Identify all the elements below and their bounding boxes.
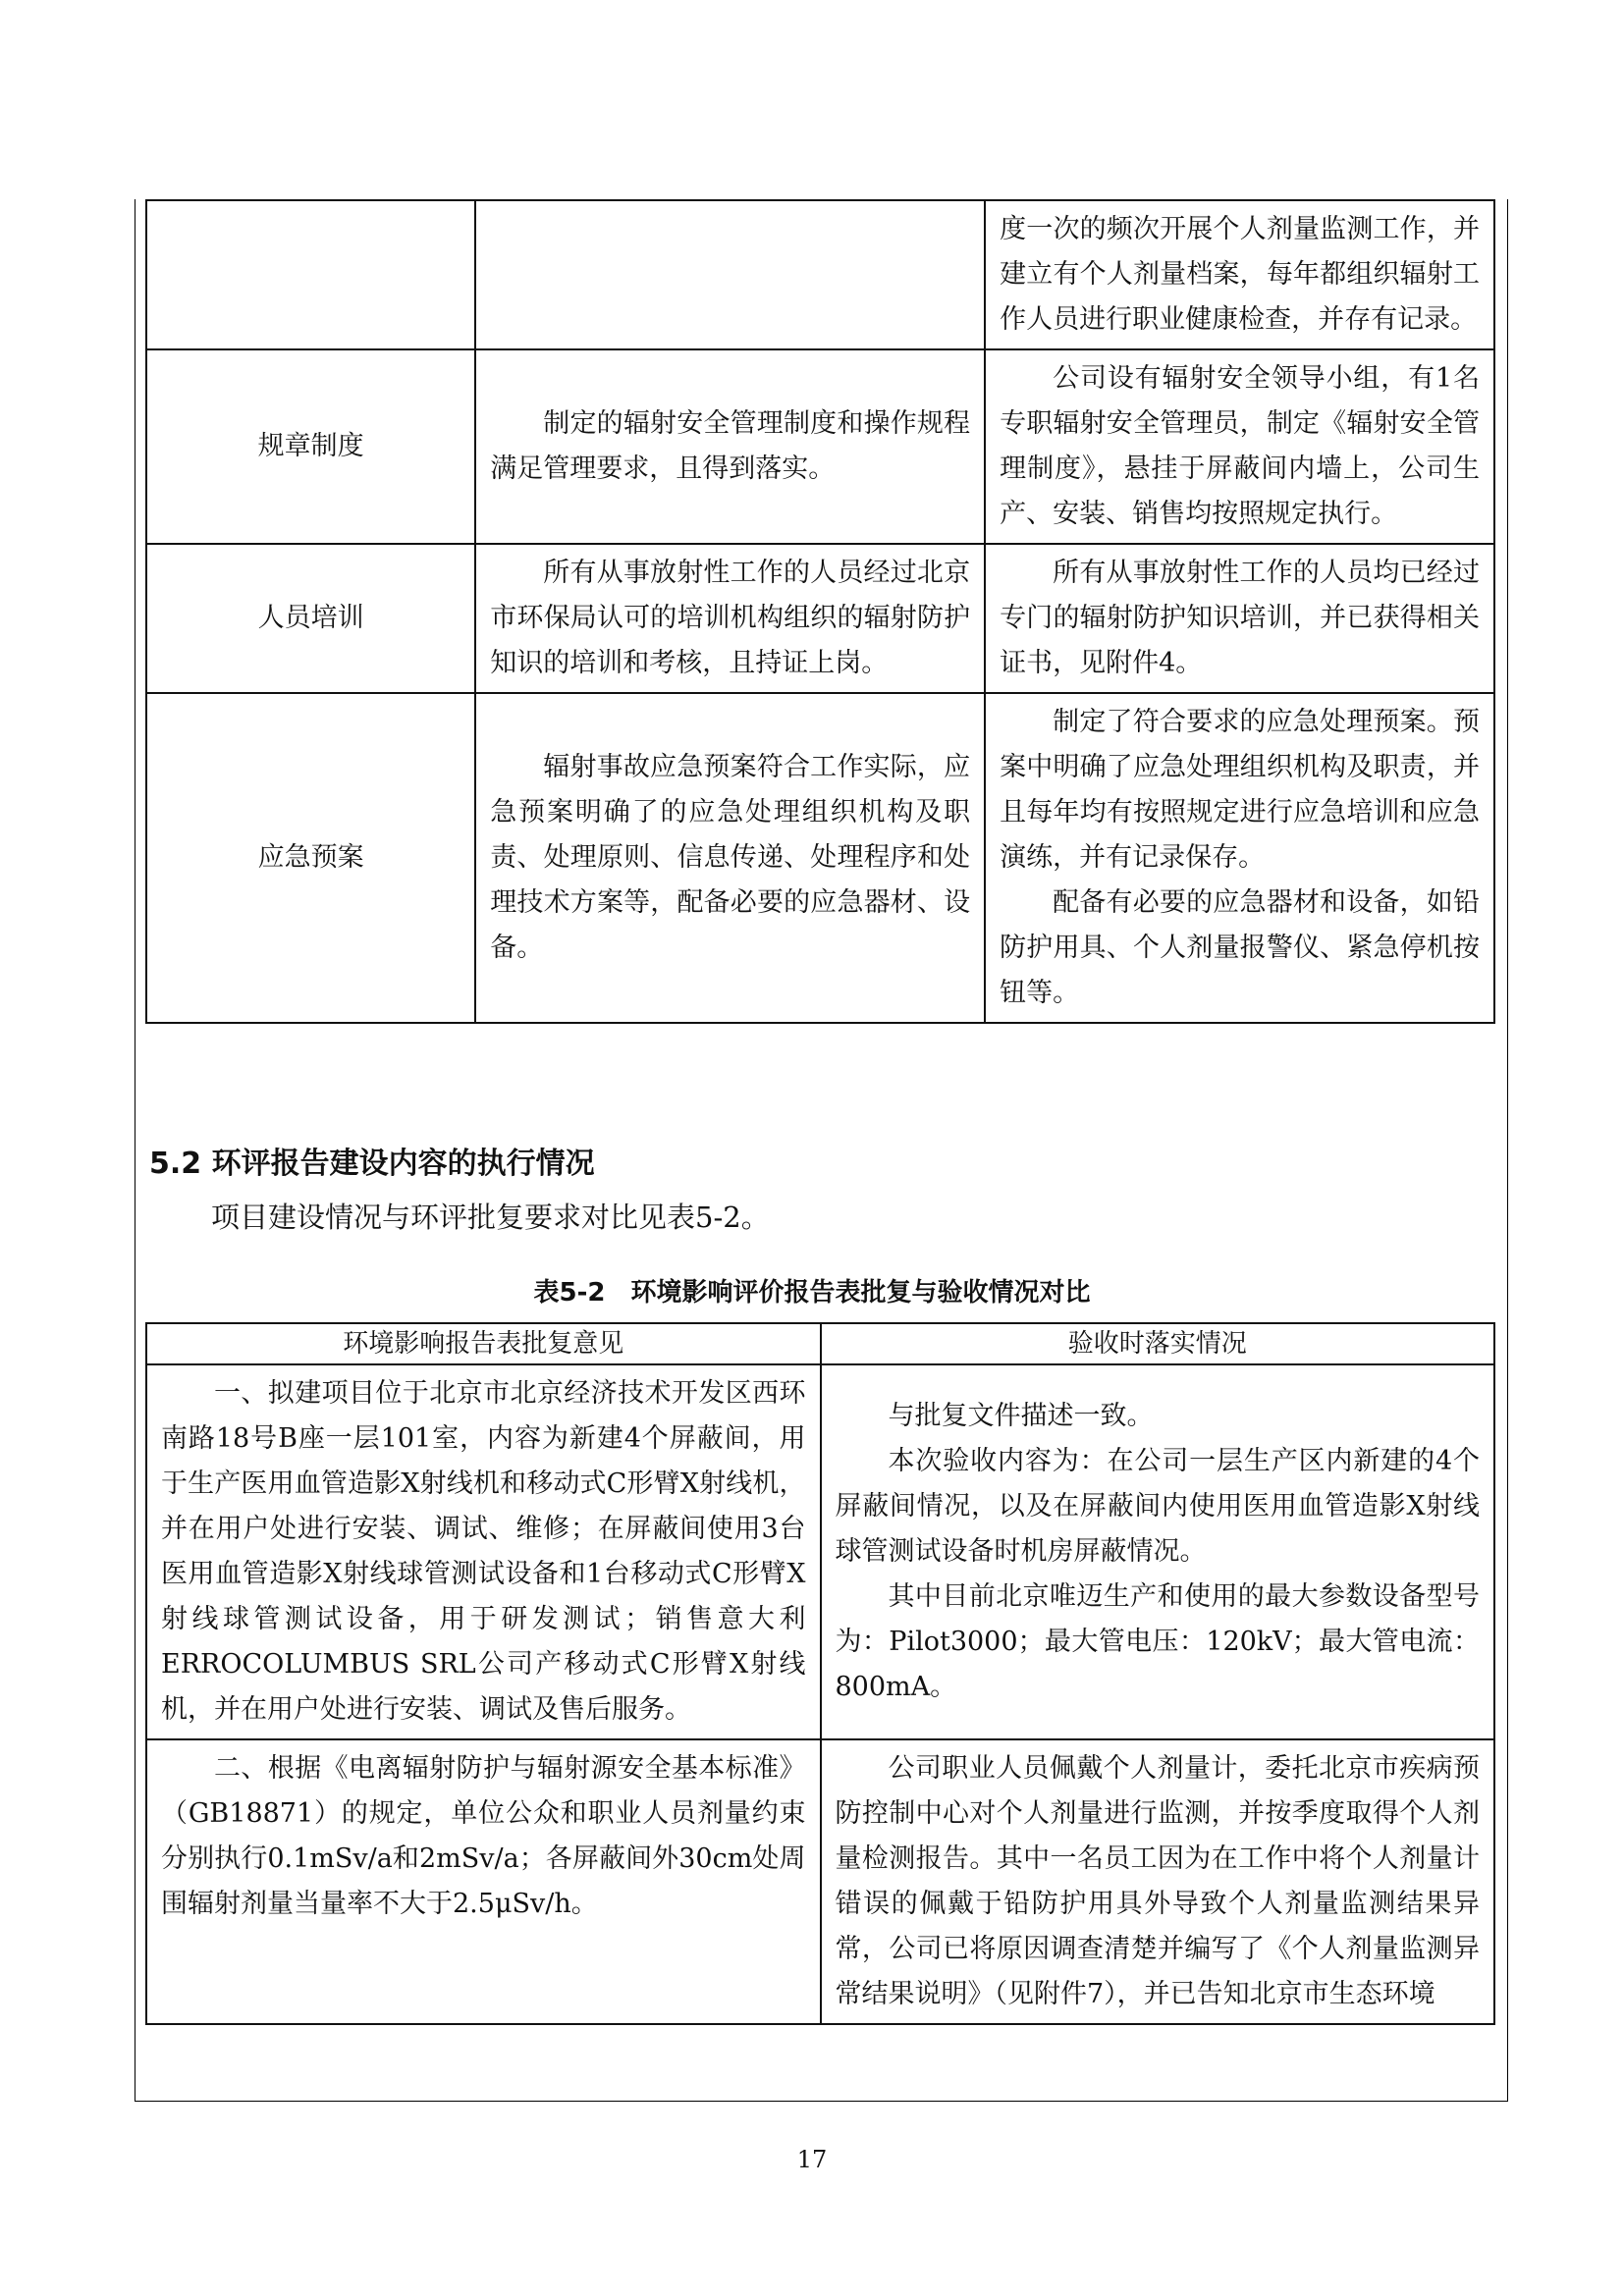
status-text: 公司职业人员佩戴个人剂量计，委托北京市疾病预防控制中心对个人剂量进行监测，并按季度取得个人剂量检测报告。其中一名员工因为在工作中将个人剂量计错误的佩戴于铅防护用具外导致个人剂量监测结果异常，公司已将原因调查清楚并编写了《个人剂量监测异常结果说明》（见附件7），并已告知北京市生态环境 xyxy=(835,1753,1480,2009)
table-row xyxy=(146,544,1494,693)
opinion-cell xyxy=(146,1739,821,2024)
comparison-table xyxy=(145,1322,1495,2025)
table-caption: 表5-2 环境影响评价报告表批复与验收情况对比 xyxy=(533,1278,1091,1308)
table-row xyxy=(146,200,1494,349)
status-cell xyxy=(821,1364,1495,1739)
section-intro: 项目建设情况与环评批复要求对比见表5-2。 xyxy=(211,1201,770,1234)
requirement-cell xyxy=(475,544,985,693)
table-row xyxy=(146,1364,1494,1739)
requirement-text: 辐射事故应急预案符合工作实际，应急预案明确了的应急处理组织机构及职责、处理原则、信息传递、处理程序和处理技术方案等，配备必要的应急器材、设备。 xyxy=(490,752,971,963)
table-row xyxy=(146,349,1494,544)
column-header-opinion: 环境影响报告表批复意见 xyxy=(146,1323,821,1364)
implementation-cell xyxy=(985,200,1494,349)
status-text: 本次验收内容为：在公司一层生产区内新建的4个屏蔽间情况，以及在屏蔽间内使用医用血管造影X射线球管测试设备时机房屏蔽情况。 xyxy=(835,1446,1480,1567)
opinion-text: 一、拟建项目位于北京市北京经济技术开发区西环南路18号B座一层101室，内容为新建4个屏蔽间，用于生产医用血管造影X射线机和移动式C形臂X射线机，并在用户处进行安装、调试、维修；在屏蔽间使用3台医用血管造影X射线球管测试设备和1台移动式C形臂X射线球管测试设备，用于研发测试；销售意大利ERROCOLUMBUS SRL公司产移动式C形臂X射线机，并在用户处进行安装、调试及售后服务。 xyxy=(161,1378,806,1725)
implementation-text: 度一次的频次开展个人剂量监测工作，并建立有个人剂量档案，每年都组织辐射工作人员进行职业健康检查，并存有记录。 xyxy=(1000,214,1480,335)
table-row xyxy=(146,693,1494,1023)
implementation-text: 公司设有辐射安全领导小组，有1名专职辐射安全管理员，制定《辐射安全管理制度》，悬挂于屏蔽间内墙上，公司生产、安装、销售均按照规定执行。 xyxy=(1000,363,1480,529)
opinion-text: 二、根据《电离辐射防护与辐射源安全基本标准》（GB18871）的规定，单位公众和职业人员剂量约束分别执行0.1mSv/a和2mSv/a；各屏蔽间外30cm处周围辐射剂量当量率不大于2.5μSv/h。 xyxy=(161,1753,806,1919)
table-row xyxy=(146,1739,1494,2024)
requirements-table xyxy=(145,199,1495,1024)
item-name xyxy=(146,200,475,349)
implementation-text: 所有从事放射性工作的人员均已经过专门的辐射防护知识培训，并已获得相关证书，见附件4。 xyxy=(1000,558,1480,678)
item-name: 规章制度 xyxy=(146,349,475,544)
requirement-cell xyxy=(475,349,985,544)
table-header-row xyxy=(146,1323,1494,1364)
implementation-cell xyxy=(985,693,1494,1023)
implementation-cell xyxy=(985,544,1494,693)
requirement-text: 所有从事放射性工作的人员经过北京市环保局认可的培训机构组织的辐射防护知识的培训和考核，且持证上岗。 xyxy=(490,558,971,678)
requirement-text: 制定的辐射安全管理制度和操作规程满足管理要求，且得到落实。 xyxy=(490,408,971,484)
opinion-cell xyxy=(146,1364,821,1739)
implementation-text: 配备有必要的应急器材和设备，如铅防护用具、个人剂量报警仪、紧急停机按钮等。 xyxy=(1000,887,1480,1008)
item-name: 应急预案 xyxy=(146,693,475,1023)
requirement-cell xyxy=(475,200,985,349)
column-header-status: 验收时落实情况 xyxy=(821,1323,1495,1364)
implementation-cell xyxy=(985,349,1494,544)
implementation-text: 制定了符合要求的应急处理预案。预案中明确了应急处理组织机构及职责，并且每年均有按照规定进行应急培训和应急演练，并有记录保存。 xyxy=(1000,707,1480,873)
status-text: 与批复文件描述一致。 xyxy=(888,1401,1154,1431)
requirement-cell xyxy=(475,693,985,1023)
page-number: 17 xyxy=(796,2146,828,2173)
status-text: 其中目前北京唯迈生产和使用的最大参数设备型号为：Pilot3000；最大管电压：120kV；最大管电流：800mA。 xyxy=(835,1581,1480,1702)
status-cell xyxy=(821,1739,1495,2024)
section-heading: 5.2 环评报告建设内容的执行情况 xyxy=(149,1147,595,1181)
item-name: 人员培训 xyxy=(146,544,475,693)
